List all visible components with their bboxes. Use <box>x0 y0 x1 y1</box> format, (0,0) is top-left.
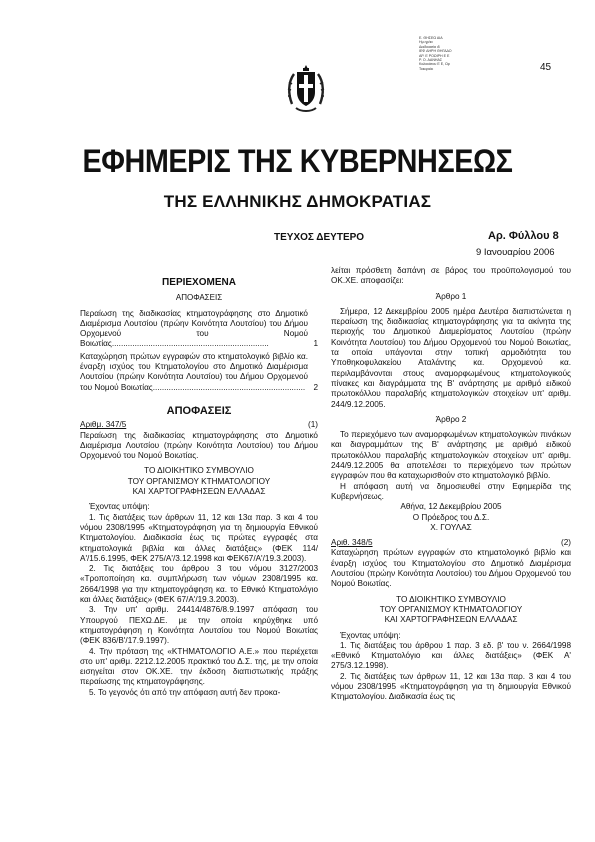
decision-title: Περαίωση της διαδικασίας κτηματογράφησης στο Δημοτικό Διαμέρισμα Λουτσίου (πρώην Κοινότητα Λουτσίου) του Δήμου Ορχομενού του Νομού Βοιωτίας. <box>80 430 318 461</box>
stamp-line: Ρ. Ο. ΑΑΝΗΑΣ <box>419 58 443 63</box>
board-line: ΤΟΥ ΟΡΓΑΝΙΣΜΟΥ ΚΤΗΜΑΤΟΛΟΓΙΟΥ <box>379 604 523 614</box>
board-line: ΚΑΙ ΧΑΡΤΟΓΡΑΦΗΣΕΩΝ ΕΛΛΑΔΑΣ <box>132 487 266 497</box>
stamp-line: ΑΡ. Ε ΡΟΩΙΡΗ Ε Ε <box>419 53 450 58</box>
having-in-mind: Έχοντας υπόψη: <box>89 502 150 512</box>
stamp-line: Ε. ΘΗΣΕΩ ΑΙΑ <box>419 36 443 40</box>
board-line: ΚΑΙ ΧΑΡΤΟΓΡΑΦΗΣΕΩΝ ΕΛΛΑΔΑΣ <box>384 615 518 625</box>
article-heading: Άρθρο 2 <box>435 414 467 424</box>
consideration-item: 1. Τις διατάξεις του άρθρου 1 παρ. 3 εδ. β' του ν. 2664/1998 «Εθνικό Κτηματολόγιο και άλλες διατάξεις» (ΦΕΚ Α' 275/3.12.1998). <box>331 640 571 671</box>
gazette-title: ΕΦΗΜΕΡΙΣ ΤΗΣ ΚΥΒΕΡΝΗΣΕΩΣ <box>82 143 513 179</box>
decision-number: Αριθ. 348/5 <box>331 538 373 548</box>
article-text: Σήμερα, 12 Δεκεμβρίου 2005 ημέρα Δευτέρα διαπιστώνεται η περαίωση της διαδικασίας κτηματογράφησης για τα ακίνητα της περιοχής του Δημοτικού Διαμερίσματος Λουτσίου (πρώην Κοινότητα Λουτσίου) του Δήμου Ορχομενού του Νομού Βοιωτίας, τα οποία υπάγονται στην τοπική αρμοδιότητα του Υποθηκοφυλακείου Αταλάντης κα. Ορχομενού κα. περιλαμβάνονται στους αναμορφωμένους κτηματολογικούς πίνακες και διαγράμματα της Β' ανάρτησης με αριθμό ειδικού πρωτοκόλλου παραλαβής κτηματολογικών στοιχείων υπ' αριθμ. 244/9.12.2005. <box>331 306 571 409</box>
decision-number-row <box>331 538 571 548</box>
consideration-item: 4. Την πρόταση της «ΚΤΗΜΑΤΟΛΟΓΙΟ Α.Ε.» που περιέχεται στο υπ' αριθμ. 2212.12.2005 πρακτικό του Δ.Σ. της, με την οποία εισηγείται στον ΟΚ.ΧΕ. την έκδοση διαπιστωτικής πράξης περαίωσης της κτηματογράφησης. <box>80 646 318 687</box>
greek-coat-of-arms-icon <box>286 64 326 122</box>
decision-title: Καταχώρηση πρώτων εγγραφών στο κτηματολογικό βιβλίο και έναρξη ισχύος του Κτηματολογίου στο Δημοτικό Διαμέρισμα Λουτσίου (πρώην Κοινότητα Λουτσίου) του Δήμου Ορχομενού του Νομού Βοιωτίας. <box>331 548 571 589</box>
signature-name: Χ. ΓΟΥΛΑΣ <box>430 522 472 532</box>
toc-entry <box>80 309 318 350</box>
toc-entry-text: Καταχώρηση πρώτων εγγραφών στο κτηματολογικό βιβλίο κα. έναρξη ισχύος του Κτηματολογίου στο Δημοτικό Διαμέρισμα Λουτσίου (πρώην Κοινότητα Λουτσίου) του Δήμου Ορχομενού του Νομού Βοιωτίας................................................................... <box>80 351 308 392</box>
decision-tag: (1) <box>307 420 318 430</box>
registry-stamp <box>419 36 477 71</box>
consideration-item: 3. Την υπ' αριθμ. 24414/4876/8.9.1997 απόφαση του Υπουργού ΠΕΧΩ.ΔΕ. με την οποία κηρύχθηκε υπό κτηματογράφηση η Κοινότητα Λουτσίου του Νομού Βοιωτίας (ΦΕΚ 836/Β'/17.9.1997). <box>80 605 318 646</box>
consideration-item: 2. Τις διατάξεις του άρθρου 3 του νόμου 3127/2003 «Τροποποίηση κα. συμπλήρωση των νόμων 2308/1995 κα. 2664/1998 για την κτηματογράφηση κα. το Εθνικό Κτηματολόγιο και άλλες διατάξεις» (ΦΕΚ 67/Α'/19.3.2003). <box>80 564 318 605</box>
decision-number: Αριθμ. 347/5 <box>80 420 127 430</box>
toc-entry <box>80 352 318 393</box>
consideration-item: 2. Τις διατάξεις των άρθρων 11, 12 και 13α παρ. 3 και 4 του νόμου 2308/1995 «Κτηματογράφηση για τη δημιουργία Εθνικού Κτηματολογίου. Διαδικασία έως τις <box>331 671 571 702</box>
left-column <box>80 266 318 698</box>
right-column <box>331 266 571 703</box>
decisions-heading: ΑΠΟΦΑΣΕΙΣ <box>166 404 232 417</box>
stamp-line: Ημ.ηρ/ια <box>419 40 433 45</box>
contents-heading: ΠΕΡΙΕΧΟΜΕΝΑ <box>162 277 236 288</box>
having-in-mind: Έχοντας υπόψη: <box>340 630 401 640</box>
consideration-item: 1. Τις διατάξεις των άρθρων 11, 12 και 13α παρ. 3 και 4 του νόμου 2308/1995 «Κτηματογράφηση για τη δημιουργία Εθνικού Κτηματολογίου. Διαδικασία έως τις πρώτες εγγραφές στα κτηματολογικά βιβλία και άλλες διατάξεις» (ΦΕΚ 114/Α'/15.6.1995, ΦΕΚ 275/Α'/3.12.1998 και ΦΕΚ67/Α'/19.3.2003). <box>80 512 318 563</box>
consideration-item: 5. Το γεγονός ότι από την απόφαση αυτή δεν προκα- <box>89 687 281 697</box>
toc-entry-page: 1 <box>313 339 318 349</box>
publication-order: Η απόφαση αυτή να δημοσιευθεί στην Εφημερίδα της Κυβερνήσεως. <box>331 481 571 501</box>
toc-entry-text: Περαίωση της διαδικασίας κτηματογράφησης στο Δημοτικό Διαμέρισμα Λουτσίου (πρώην Κοινότητα Λουτσίου) του Δήμου Ορχομενού του Νομού Βοιωτίας..................................................................... <box>80 308 308 349</box>
contents-subheading: ΑΠΟΦΑΣΕΙΣ <box>175 293 223 303</box>
continued-text: λείται πρόσθετη δαπάνη σε βάρος του προϋπολογισμού του ΟΚ.ΧΕ. αποφασίζει: <box>331 266 571 286</box>
stamp-line: Καλοκάτου Ε Ε, Ωρ <box>419 62 450 67</box>
gazette-subtitle: ΤΗΣ ΕΛΛΗΝΙΚΗΣ ΔΗΜΟΚΡΑΤΙΑΣ <box>163 192 432 211</box>
issue-series: ΤΕΥΧΟΣ ΔΕΥΤΕΡΟ <box>274 232 365 243</box>
board-line: ΤΟ ΔΙΟΙΚΗΤΙΚΟ ΣΥΜΒΟΥΛΙΟ <box>396 594 506 604</box>
page-number: 45 <box>540 62 552 73</box>
toc-entry-page: 2 <box>313 382 318 392</box>
decision-tag: (2) <box>560 538 571 548</box>
decision-number-row <box>80 420 318 430</box>
issue-date: 9 Ιανουαρίου 2006 <box>476 247 555 258</box>
article-text: Το περιεχόμενο των αναμορφωμένων κτηματολογικών πινάκων και διαγραμμάτων της Β' ανάρτησης με αριθμό ειδικού πρωτοκόλλου παραλαβής κτηματολογικών στοιχείων υπ' αριθμ. 244/9.12.2005 θα αποτελέσει το περιεχόμενο των πρώτων εγγραφών που θα καταχωρισθούν στο κτηματολογικό βιβλίο. <box>331 430 571 481</box>
stamp-line: Τοκοριόκ <box>419 66 434 71</box>
article-heading: Άρθρο 1 <box>435 291 467 301</box>
signature-place-date: Αθήνα, 12 Δεκεμβρίου 2005 <box>400 502 502 512</box>
sheet-number: Αρ. Φύλλου 8 <box>488 230 559 242</box>
signature-role: Ο Πρόεδρος του Δ.Σ. <box>412 512 490 522</box>
stamp-line: ΙΕΦ ΔΗΡΗ ΘΗΓΑΔΟ <box>419 49 452 54</box>
stamp-line: Διαδικασία ιδ <box>419 44 440 49</box>
board-line: ΤΟ ΔΙΟΙΚΗΤΙΚΟ ΣΥΜΒΟΥΛΙΟ <box>144 466 254 476</box>
board-line: ΤΟΥ ΟΡΓΑΝΙΣΜΟΥ ΚΤΗΜΑΤΟΛΟΓΙΟΥ <box>127 476 271 486</box>
